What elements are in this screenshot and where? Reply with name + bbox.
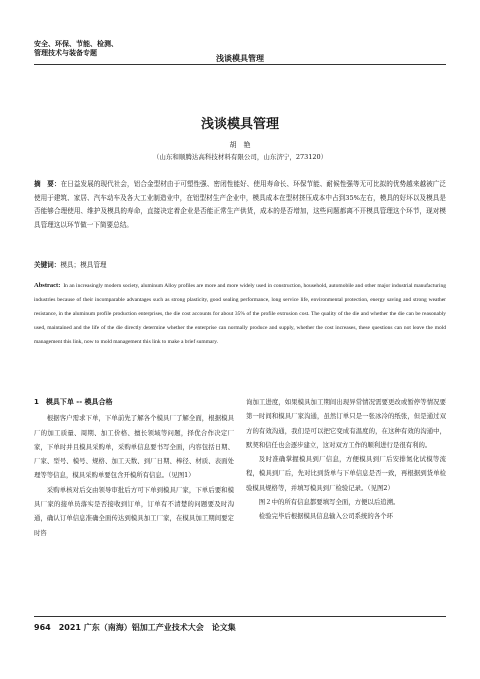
abstract-en-label: Abstract: <box>34 282 61 289</box>
series-line-1: 安全、环保、节能、检测、 <box>34 40 118 48</box>
header-rule <box>34 64 446 65</box>
paragraph: 询加工进度，如果模具加工期间出现异常情况需要更改或暂停等情况要第一时间和模具厂家沟通，虽然订单只是一张冰冷的纸张，但是通过双方的有效沟通，我们是可以把它变成有温度的，在这种有效的沟通中，默契和信任也会逐步建立，这对双方工作的顺利进行是很有利的。 <box>246 398 446 449</box>
paragraph: 及时准确掌握模具到厂信息，方便模具到厂后安排氮化试模等流程，模具到厂后，先对比到货单与下单信息是否一致，再根据到货单检验模具规格等，并填写模具到厂检验记录。（见图2） <box>246 455 446 492</box>
footer-rule <box>34 616 446 617</box>
body-column-right <box>246 395 446 524</box>
abstract-cn-text: 在日益发展的现代社会，铝合金型材由于可塑性强、密闭性能好、使用寿命长、环保节能、耐候性强等无可比拟的优势越来越被广泛使用于建筑、家居、汽车动车及各大工业制造业中，在铝型材生产企业中，模具成本在型材挤压成本中占到35%左右，模具的好坏以及模具是否能够合理使用、维护及模具的寿命，直接决定着企业是否能正常生产供货，成本的是否增加，这些问题都离不开模具管理这个环节，现对模具管理这以环节做一下简要总结。 <box>34 180 447 229</box>
running-title: 浅谈模具管理 <box>216 54 264 63</box>
paragraph: 根据客户需求下单，下单前先了解各个模具厂了解全面，根据模具厂的加工质量、周期、加工价格、擅长领域等问题，择优合作决定厂家，下单时并且模具采购单，采购单信息要书写全面，内容包括日期、厂家、型号、模号、规格、加工天数、到厂日期、棒径、材质、表面处理等等信息，模具采购单要包含开模所有信息。（见图1） <box>34 414 234 480</box>
page-footer <box>34 622 244 633</box>
article-title: 浅谈模具管理 <box>200 117 279 132</box>
abstract-cn <box>34 178 446 232</box>
keywords-cn-text: 模具；模具管理 <box>60 261 107 269</box>
body-column-left <box>34 395 234 540</box>
author: 胡 艳 <box>229 141 251 149</box>
paragraph: 图２中的所有信息都要填写全面，方便以后追溯。 <box>258 498 400 507</box>
keywords-cn-label: 关键词： <box>34 261 61 269</box>
abstract-en <box>34 279 446 349</box>
abstract-en-text: In an increasingly modern society, aluminum Alloy profiles are more and more widely used in construction, household, automobile and other major industrial manufacturing industries because of their incomparable advantages such as strong plasticity, good sealing performance, long service life, environmental protection, energy saving and strong weather resistance, in the aluminum profile production enterprises, the die cost accounts for about 35% of the profile extrusion cost. The quality of the die and whether the die can be reasonably used, maintained and the life of the die directly determine whether the enterprise can normally produce and supply, whether the cost increases, these questions can not leave the mold management this link, now to mold management this link to make a brief summary. <box>34 283 447 345</box>
series-line-2: 管理技术与装备专题 <box>34 49 97 57</box>
paragraph: 检验完毕后根据模具信息输入公司系统的各个环 <box>258 512 393 521</box>
abstract-cn-label: 摘 要： <box>34 180 61 188</box>
keywords-cn <box>34 259 446 269</box>
proceedings-title: 2021 广东（南海）铝加工产业技术大会 论文集 <box>58 623 236 632</box>
section-1-heading: 1 模具下单 -- 模具合格 <box>34 398 113 406</box>
affiliation: （山东和顺腾达高科技材料有限公司，山东济宁，273120） <box>152 153 328 161</box>
page-number: 964 <box>34 623 51 632</box>
paragraph: 采购单核对后交由领导审批后方可下单到模具厂家，下单后要和模具厂家的接单员落实是否接收到订单，订单有不清楚的问题要及时沟通，确认订单信息准确全面传达到模具加工厂家，在模具加工期间要定时咨 <box>34 485 234 537</box>
